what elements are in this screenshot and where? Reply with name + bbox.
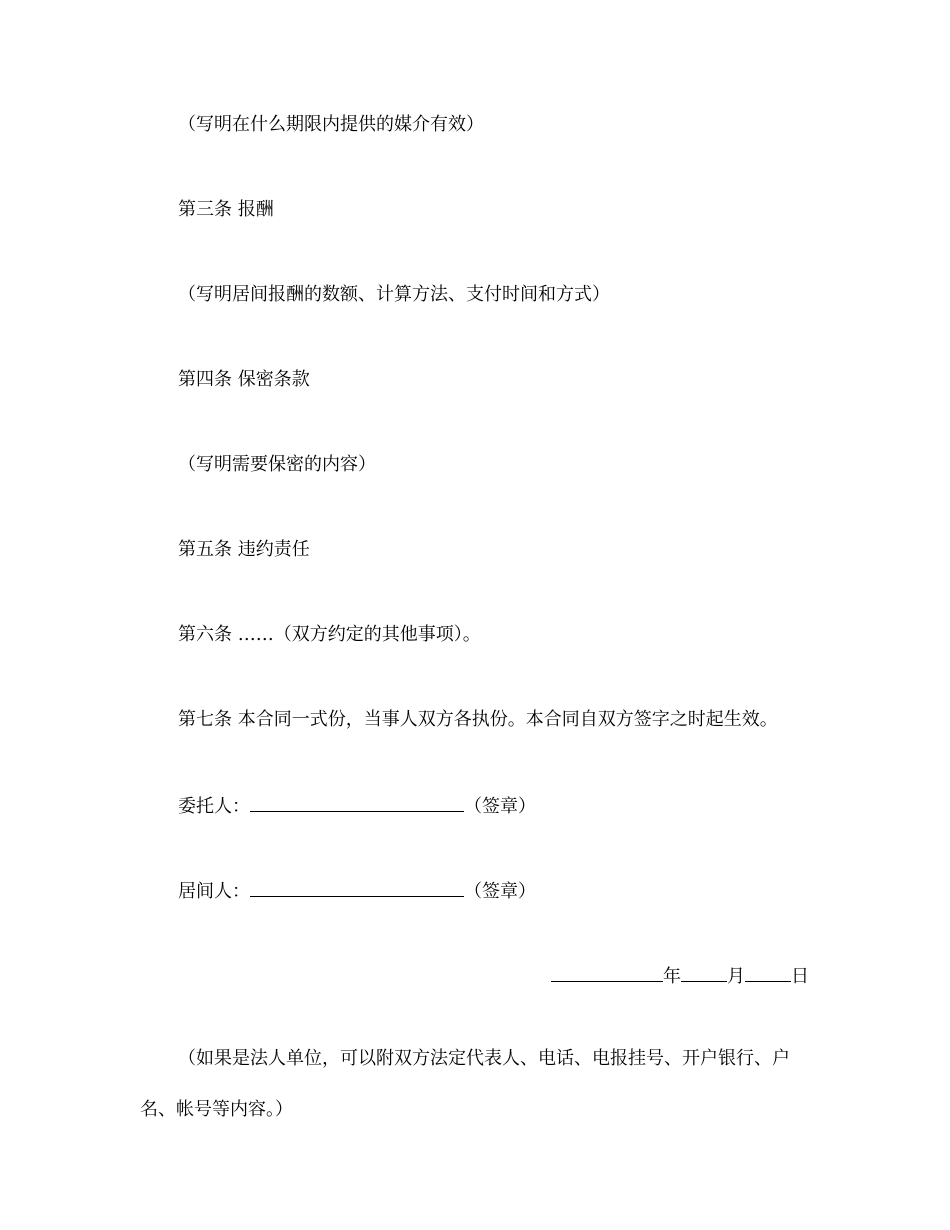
date-line bbox=[551, 963, 809, 989]
principal-label: 委托人： bbox=[178, 796, 250, 817]
article-6-text: 第六条 ……（双方约定的其他事项）。 bbox=[178, 624, 481, 645]
principal-signature-blank[interactable] bbox=[250, 793, 464, 812]
principal-signature-line bbox=[178, 793, 536, 817]
article-7-text: 第七条 本合同一式份，当事人双方各执份。本合同自双方签字之时起生效。 bbox=[178, 709, 778, 730]
remuneration-note: （写明居间报酬的数额、计算方法、支付时间和方式） bbox=[178, 284, 610, 305]
article-3-heading: 第三条 报酬 bbox=[178, 199, 274, 220]
broker-signature-line bbox=[178, 878, 536, 902]
broker-seal-label: （签章） bbox=[464, 881, 536, 902]
legal-entity-note: （如果是法人单位，可以附双方法定代表人、电话、电报挂号、开户银行、户名、帐号等内容。） bbox=[140, 1048, 790, 1120]
month-blank[interactable] bbox=[681, 963, 727, 982]
year-blank[interactable] bbox=[551, 963, 663, 982]
broker-label: 居间人： bbox=[178, 881, 250, 902]
day-blank[interactable] bbox=[745, 963, 791, 982]
month-label: 月 bbox=[727, 966, 745, 987]
day-label: 日 bbox=[791, 966, 809, 987]
year-label: 年 bbox=[663, 966, 681, 987]
article-5-heading: 第五条 违约责任 bbox=[178, 539, 310, 560]
principal-seal-label: （签章） bbox=[464, 796, 536, 817]
confidentiality-note: （写明需要保密的内容） bbox=[178, 454, 376, 475]
media-validity-note: （写明在什么期限内提供的媒介有效） bbox=[178, 114, 484, 135]
article-4-heading: 第四条 保密条款 bbox=[178, 369, 310, 390]
broker-signature-blank[interactable] bbox=[250, 878, 464, 897]
